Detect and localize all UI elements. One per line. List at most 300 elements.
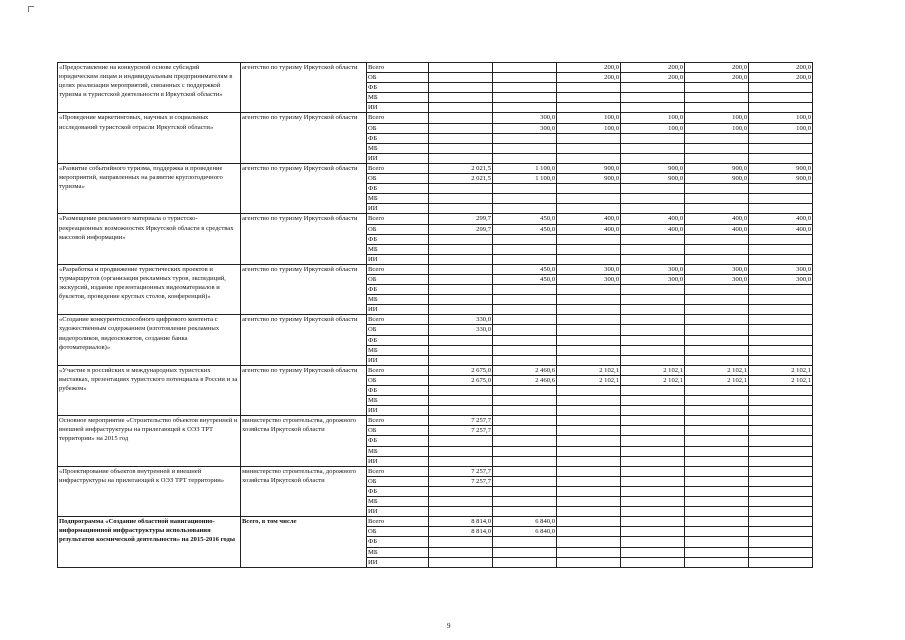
amount-cell: [493, 63, 557, 73]
amount-cell: [429, 83, 493, 93]
amount-cell: [557, 295, 621, 305]
funding-source-cell: ИИ: [367, 456, 429, 466]
table-row: [58, 466, 813, 476]
amount-cell: [749, 527, 813, 537]
amount-cell: [749, 547, 813, 557]
amount-cell: 900,0: [749, 174, 813, 184]
amount-cell: [749, 285, 813, 295]
amount-cell: [429, 194, 493, 204]
activity-name-cell: «Разработка и продвижение туристических проектов и турмаршрутов (организация рекламных туров, экспедиций, экскурсий, издание презентационных видеоматериалов и буклетов, проведение круглых столов, конференций)»: [58, 264, 241, 314]
amount-cell: [749, 507, 813, 517]
amount-cell: [429, 345, 493, 355]
amount-cell: [685, 557, 749, 567]
amount-cell: 2 460,6: [493, 375, 557, 385]
amount-cell: [621, 446, 685, 456]
table-row: [58, 517, 813, 527]
amount-cell: 300,0: [621, 264, 685, 274]
amount-cell: [749, 345, 813, 355]
amount-cell: 400,0: [557, 214, 621, 224]
amount-cell: [749, 335, 813, 345]
amount-cell: 400,0: [621, 224, 685, 234]
amount-cell: [493, 396, 557, 406]
amount-cell: [557, 83, 621, 93]
amount-cell: 300,0: [493, 113, 557, 123]
funding-source-cell: ОБ: [367, 123, 429, 133]
amount-cell: [749, 315, 813, 325]
amount-cell: 200,0: [749, 73, 813, 83]
amount-cell: 100,0: [685, 113, 749, 123]
amount-cell: [493, 133, 557, 143]
amount-cell: [621, 103, 685, 113]
amount-cell: [429, 244, 493, 254]
funding-source-cell: ИИ: [367, 204, 429, 214]
amount-cell: [429, 456, 493, 466]
amount-cell: [685, 517, 749, 527]
amount-cell: [685, 396, 749, 406]
amount-cell: [429, 335, 493, 345]
amount-cell: [685, 355, 749, 365]
amount-cell: [429, 497, 493, 507]
amount-cell: 7 257,7: [429, 426, 493, 436]
amount-cell: [557, 537, 621, 547]
page-number: 9: [447, 622, 451, 630]
amount-cell: [749, 406, 813, 416]
amount-cell: [621, 83, 685, 93]
amount-cell: [621, 143, 685, 153]
amount-cell: [429, 396, 493, 406]
amount-cell: [493, 285, 557, 295]
amount-cell: 450,0: [493, 224, 557, 234]
amount-cell: 2 460,6: [493, 365, 557, 375]
amount-cell: [493, 386, 557, 396]
amount-cell: [749, 396, 813, 406]
funding-source-cell: Всего: [367, 466, 429, 476]
amount-cell: [429, 406, 493, 416]
activity-name-cell: «Предоставление на конкурсной основе субсидий юридическим лицам и индивидуальным предпринимателям в целях реализации мероприятий, связанных с поддержкой туризма и туристской деятельности в Иркутской области»: [58, 63, 241, 113]
funding-source-cell: ФБ: [367, 537, 429, 547]
amount-cell: [749, 204, 813, 214]
amount-cell: 7 257,7: [429, 476, 493, 486]
amount-cell: 2 102,1: [557, 365, 621, 375]
amount-cell: [557, 184, 621, 194]
amount-cell: 300,0: [557, 264, 621, 274]
amount-cell: [685, 204, 749, 214]
amount-cell: [749, 103, 813, 113]
table-row: [58, 214, 813, 224]
amount-cell: 2 021,5: [429, 163, 493, 173]
amount-cell: 7 257,7: [429, 416, 493, 426]
amount-cell: [749, 93, 813, 103]
funding-source-cell: Всего: [367, 365, 429, 375]
amount-cell: 330,0: [429, 315, 493, 325]
amount-cell: [685, 194, 749, 204]
funding-source-cell: МБ: [367, 497, 429, 507]
funding-source-cell: Всего: [367, 315, 429, 325]
amount-cell: [493, 537, 557, 547]
amount-cell: [557, 446, 621, 456]
amount-cell: [749, 446, 813, 456]
amount-cell: [749, 244, 813, 254]
amount-cell: 900,0: [557, 163, 621, 173]
amount-cell: [557, 517, 621, 527]
amount-cell: 900,0: [685, 163, 749, 173]
amount-cell: [621, 93, 685, 103]
amount-cell: [621, 436, 685, 446]
amount-cell: [557, 355, 621, 365]
amount-cell: [557, 436, 621, 446]
funding-source-cell: ИИ: [367, 557, 429, 567]
amount-cell: [557, 527, 621, 537]
amount-cell: [493, 476, 557, 486]
amount-cell: [685, 234, 749, 244]
funding-source-cell: ФБ: [367, 184, 429, 194]
executor-cell: агентство по туризму Иркутской области: [241, 113, 367, 163]
amount-cell: [685, 456, 749, 466]
amount-cell: [493, 345, 557, 355]
amount-cell: 400,0: [749, 214, 813, 224]
amount-cell: [493, 557, 557, 567]
amount-cell: 200,0: [621, 63, 685, 73]
amount-cell: [557, 497, 621, 507]
amount-cell: [493, 436, 557, 446]
funding-source-cell: Всего: [367, 517, 429, 527]
amount-cell: [557, 315, 621, 325]
amount-cell: [621, 285, 685, 295]
amount-cell: [749, 184, 813, 194]
amount-cell: [429, 355, 493, 365]
amount-cell: [749, 497, 813, 507]
amount-cell: [429, 507, 493, 517]
amount-cell: [621, 133, 685, 143]
amount-cell: [429, 295, 493, 305]
amount-cell: [493, 426, 557, 436]
amount-cell: [749, 254, 813, 264]
amount-cell: [557, 416, 621, 426]
amount-cell: 2 675,0: [429, 375, 493, 385]
funding-source-cell: МБ: [367, 446, 429, 456]
amount-cell: [621, 234, 685, 244]
amount-cell: [621, 507, 685, 517]
amount-cell: [621, 386, 685, 396]
amount-cell: [557, 305, 621, 315]
table-row: [58, 315, 813, 325]
amount-cell: 300,0: [749, 264, 813, 274]
amount-cell: [493, 446, 557, 456]
amount-cell: [621, 456, 685, 466]
amount-cell: [621, 527, 685, 537]
amount-cell: [557, 335, 621, 345]
amount-cell: [429, 557, 493, 567]
amount-cell: [493, 83, 557, 93]
amount-cell: [685, 103, 749, 113]
amount-cell: [493, 466, 557, 476]
amount-cell: [493, 143, 557, 153]
funding-source-cell: ИИ: [367, 153, 429, 163]
amount-cell: [429, 133, 493, 143]
amount-cell: [749, 325, 813, 335]
amount-cell: [429, 93, 493, 103]
amount-cell: 300,0: [685, 264, 749, 274]
amount-cell: [493, 406, 557, 416]
amount-cell: [685, 547, 749, 557]
amount-cell: [749, 295, 813, 305]
amount-cell: [621, 153, 685, 163]
amount-cell: [429, 254, 493, 264]
amount-cell: [557, 557, 621, 567]
activity-name-cell: Основное мероприятие «Строительство объектов внутренней и внешней инфраструктуры на прилегающей к ОЭЗ ТРТ территории» на 2015 год: [58, 416, 241, 466]
table-row: [58, 163, 813, 173]
table-row: [58, 113, 813, 123]
amount-cell: [621, 204, 685, 214]
amount-cell: [621, 244, 685, 254]
funding-source-cell: МБ: [367, 345, 429, 355]
funding-source-cell: ОБ: [367, 375, 429, 385]
amount-cell: [749, 355, 813, 365]
table-body: [58, 63, 813, 568]
funding-source-cell: ФБ: [367, 335, 429, 345]
amount-cell: [429, 204, 493, 214]
funding-source-cell: Всего: [367, 63, 429, 73]
amount-cell: [493, 295, 557, 305]
amount-cell: [557, 194, 621, 204]
funding-source-cell: Всего: [367, 264, 429, 274]
amount-cell: 900,0: [621, 163, 685, 173]
amount-cell: [429, 103, 493, 113]
amount-cell: 400,0: [749, 224, 813, 234]
amount-cell: [557, 325, 621, 335]
amount-cell: [685, 143, 749, 153]
amount-cell: 299,7: [429, 224, 493, 234]
amount-cell: 2 021,5: [429, 174, 493, 184]
amount-cell: [429, 184, 493, 194]
amount-cell: [493, 486, 557, 496]
activity-name-cell: «Размещение рекламного материала о туристско-рекреационных возможностях Иркутской области в средствах массовой информации»: [58, 214, 241, 264]
funding-source-cell: ФБ: [367, 234, 429, 244]
amount-cell: [685, 527, 749, 537]
amount-cell: [749, 234, 813, 244]
amount-cell: 2 102,1: [749, 365, 813, 375]
amount-cell: [429, 446, 493, 456]
amount-cell: [493, 497, 557, 507]
amount-cell: [493, 355, 557, 365]
amount-cell: [621, 184, 685, 194]
amount-cell: [749, 143, 813, 153]
amount-cell: [749, 537, 813, 547]
amount-cell: [429, 234, 493, 244]
amount-cell: 300,0: [557, 274, 621, 284]
amount-cell: [429, 537, 493, 547]
amount-cell: [429, 143, 493, 153]
amount-cell: [493, 507, 557, 517]
amount-cell: [685, 507, 749, 517]
amount-cell: [749, 153, 813, 163]
amount-cell: 200,0: [685, 73, 749, 83]
activity-name-cell: «Участие в российских и международных туристских выставках, презентациях туристского потенциала в России и за рубежом»: [58, 365, 241, 415]
funding-source-cell: ИИ: [367, 254, 429, 264]
funding-source-cell: ФБ: [367, 133, 429, 143]
amount-cell: [685, 345, 749, 355]
amount-cell: [685, 93, 749, 103]
amount-cell: [621, 406, 685, 416]
amount-cell: [621, 194, 685, 204]
amount-cell: [557, 426, 621, 436]
amount-cell: [429, 113, 493, 123]
funding-source-cell: ФБ: [367, 436, 429, 446]
amount-cell: [621, 497, 685, 507]
funding-source-cell: МБ: [367, 547, 429, 557]
amount-cell: [685, 305, 749, 315]
amount-cell: 6 840,0: [493, 517, 557, 527]
amount-cell: [621, 325, 685, 335]
amount-cell: [557, 143, 621, 153]
funding-source-cell: МБ: [367, 194, 429, 204]
amount-cell: [685, 244, 749, 254]
amount-cell: [429, 73, 493, 83]
funding-source-cell: ОБ: [367, 426, 429, 436]
amount-cell: 100,0: [557, 113, 621, 123]
amount-cell: 900,0: [621, 174, 685, 184]
funding-source-cell: ФБ: [367, 83, 429, 93]
amount-cell: [685, 466, 749, 476]
executor-cell: агентство по туризму Иркутской области: [241, 315, 367, 365]
amount-cell: [621, 426, 685, 436]
amount-cell: [749, 557, 813, 567]
amount-cell: [685, 285, 749, 295]
amount-cell: [685, 83, 749, 93]
amount-cell: [429, 274, 493, 284]
amount-cell: [749, 476, 813, 486]
amount-cell: [621, 355, 685, 365]
funding-source-cell: ОБ: [367, 476, 429, 486]
amount-cell: [557, 507, 621, 517]
amount-cell: 2 675,0: [429, 365, 493, 375]
amount-cell: 400,0: [685, 224, 749, 234]
amount-cell: 900,0: [749, 163, 813, 173]
amount-cell: [493, 244, 557, 254]
amount-cell: [493, 456, 557, 466]
funding-source-cell: МБ: [367, 93, 429, 103]
executor-cell: министерство строительства, дорожного хозяйства Иркутской области: [241, 416, 367, 466]
amount-cell: [557, 386, 621, 396]
amount-cell: [557, 466, 621, 476]
amount-cell: 330,0: [429, 325, 493, 335]
amount-cell: [685, 133, 749, 143]
activity-name-cell: Подпрограмма «Создание областной навигационно-информационной инфраструктуры использования результатов космической деятельности» на 2015-2016 годы: [58, 517, 241, 567]
activity-name-cell: «Проведение маркетинговых, научных и социальных исследований туристской отрасли Иркутской области»: [58, 113, 241, 163]
amount-cell: 450,0: [493, 214, 557, 224]
amount-cell: 299,7: [429, 214, 493, 224]
amount-cell: 2 102,1: [685, 375, 749, 385]
amount-cell: [749, 517, 813, 527]
amount-cell: [493, 254, 557, 264]
amount-cell: 450,0: [493, 264, 557, 274]
amount-cell: 200,0: [749, 63, 813, 73]
amount-cell: 8 814,0: [429, 527, 493, 537]
amount-cell: [557, 547, 621, 557]
amount-cell: [621, 466, 685, 476]
amount-cell: 2 102,1: [749, 375, 813, 385]
funding-source-cell: Всего: [367, 416, 429, 426]
amount-cell: 2 102,1: [621, 365, 685, 375]
amount-cell: [493, 194, 557, 204]
amount-cell: [685, 486, 749, 496]
amount-cell: 400,0: [621, 214, 685, 224]
funding-source-cell: ОБ: [367, 174, 429, 184]
executor-cell: Всего, в том числе: [241, 517, 367, 567]
amount-cell: 1 100,0: [493, 174, 557, 184]
amount-cell: [429, 386, 493, 396]
amount-cell: [557, 234, 621, 244]
amount-cell: [685, 436, 749, 446]
amount-cell: 400,0: [685, 214, 749, 224]
amount-cell: [621, 254, 685, 264]
amount-cell: [493, 153, 557, 163]
amount-cell: [493, 93, 557, 103]
activity-name-cell: «Развитие событийного туризма, поддержка и проведение мероприятий, направленных на развитие круглогодичного туризма»: [58, 163, 241, 213]
amount-cell: [493, 547, 557, 557]
amount-cell: 100,0: [621, 113, 685, 123]
funding-source-cell: ИИ: [367, 305, 429, 315]
amount-cell: 100,0: [749, 123, 813, 133]
amount-cell: [493, 184, 557, 194]
amount-cell: 200,0: [621, 73, 685, 83]
amount-cell: [749, 466, 813, 476]
amount-cell: [557, 345, 621, 355]
amount-cell: [493, 335, 557, 345]
amount-cell: [493, 305, 557, 315]
amount-cell: [685, 406, 749, 416]
amount-cell: [685, 184, 749, 194]
amount-cell: [621, 476, 685, 486]
amount-cell: [621, 335, 685, 345]
amount-cell: [557, 406, 621, 416]
funding-source-cell: Всего: [367, 113, 429, 123]
amount-cell: 2 102,1: [685, 365, 749, 375]
executor-cell: агентство по туризму Иркутской области: [241, 214, 367, 264]
amount-cell: [493, 73, 557, 83]
amount-cell: [685, 295, 749, 305]
amount-cell: 100,0: [557, 123, 621, 133]
funding-source-cell: ФБ: [367, 386, 429, 396]
funding-source-cell: МБ: [367, 143, 429, 153]
amount-cell: 100,0: [749, 113, 813, 123]
funding-source-cell: Всего: [367, 214, 429, 224]
amount-cell: [557, 204, 621, 214]
amount-cell: 100,0: [685, 123, 749, 133]
amount-cell: 450,0: [493, 274, 557, 284]
amount-cell: [621, 295, 685, 305]
amount-cell: [621, 416, 685, 426]
amount-cell: 300,0: [621, 274, 685, 284]
amount-cell: [557, 103, 621, 113]
table-row: [58, 63, 813, 73]
amount-cell: [557, 396, 621, 406]
amount-cell: 400,0: [557, 224, 621, 234]
amount-cell: [557, 93, 621, 103]
amount-cell: [429, 264, 493, 274]
amount-cell: [493, 416, 557, 426]
amount-cell: [493, 204, 557, 214]
table-row: [58, 416, 813, 426]
table-row: [58, 365, 813, 375]
amount-cell: [557, 285, 621, 295]
amount-cell: [429, 153, 493, 163]
budget-table: [57, 62, 813, 568]
funding-source-cell: ОБ: [367, 274, 429, 284]
amount-cell: 6 840,0: [493, 527, 557, 537]
amount-cell: [749, 133, 813, 143]
amount-cell: [621, 517, 685, 527]
